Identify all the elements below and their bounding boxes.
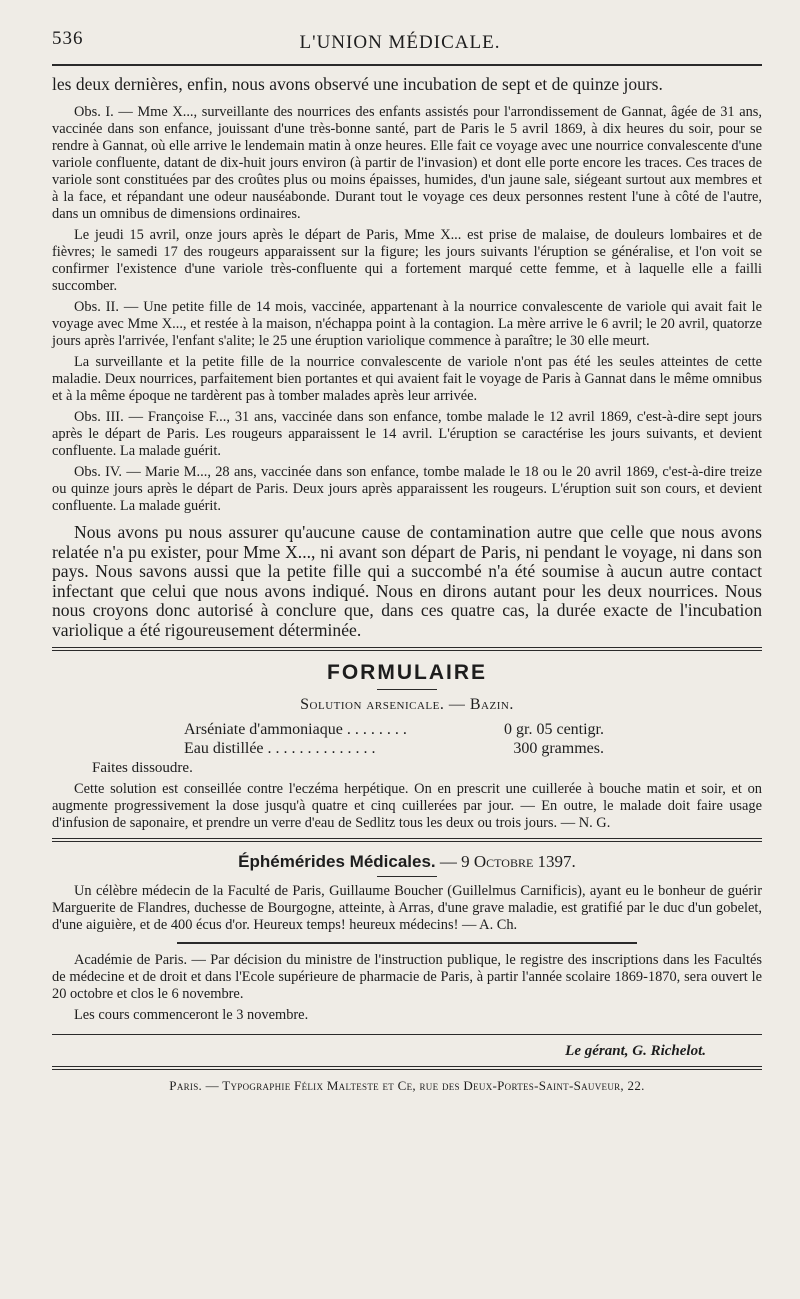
ephemerides-title — [52, 852, 762, 872]
ingredient-name: Arséniate d'ammoniaque — [184, 720, 343, 738]
ephemerides-heading: Éphémérides Médicales. — [238, 851, 436, 871]
footer-rule — [52, 1034, 762, 1035]
observation-4: Obs. IV. — Marie M..., 28 ans, vaccinée dans son enfance, tombe malade le 18 ou le 20 avril 1869, c'est-à-dire treize ou quinze jours après le départ de Paris. Deux jours après apparaissent les rougeurs. L'éruption suit son cours, et devient confluente. La malade guérit. — [52, 464, 762, 514]
ingredient-dots: . . . . . . . . . . . . . . — [267, 739, 376, 757]
lead-paragraph: les deux dernières, enfin, nous avons observé une incubation de sept et de quinze jours. — [52, 74, 663, 94]
imprint: Paris. — Typographie Félix Malteste et Ce, rue des Deux-Portes-Saint-Sauveur, 22. — [169, 1077, 645, 1093]
ingredient-name: Eau distillée — [184, 739, 264, 757]
signature-text: Le gérant, G. Richelot. — [565, 1042, 706, 1059]
ingredient-dots: . . . . . . . . — [346, 720, 407, 738]
imprint-divider — [52, 1066, 762, 1070]
academie-notice: Académie de Paris. — Par décision du ministre de l'instruction publique, le registre des inscriptions dans les Facultés de médecine et de droit et dans l'Ecole supérieure de pharmacie de Paris, à partir l'année scolaire 1869-1870, sera ouvert le 20 octobre et clos le 6 novembre. — [52, 951, 762, 1002]
page-header — [52, 28, 762, 58]
journal-title: L'UNION MÉDICALE. — [299, 32, 501, 53]
news-rule — [177, 942, 637, 944]
ingredient-row — [184, 739, 604, 758]
formulaire-advice: Cette solution est conseillée contre l'eczéma herpétique. On en prescrit une cuillerée à bouche matin et soir, et on augmente progressivement la dose jusqu'à quatre et cinq cuillerées par jour. — En outre, le malade doit faire usage d'infusion de saponaire, et prendre un verre d'eau de Sedlitz tous les deux ou trois jours. — N. G. — [52, 780, 762, 831]
ephemerides-text: Un célèbre médecin de la Faculté de Paris, Guillaume Boucher (Guillelmus Carnificis), ayant eu le bonheur de guérir Marguerite de Flandres, duchesse de Bourgogne, atteinte, à Arras, d'une grave maladie, est gratifié par le duc d'un gobelet, d'une aiguière, et de 400 écus d'or. Heureux temps! heureux médecins! — A. Ch. — [52, 882, 762, 933]
recipe-title: Solution arsenicale. — Bazin. — [300, 695, 514, 713]
ingredient-quantity: 300 grammes. — [513, 739, 604, 757]
section-divider — [52, 647, 762, 651]
dissolve-instruction: Faites dissoudre. — [92, 759, 193, 776]
observation-2-continued: La surveillante et la petite fille de la nourrice convalescente de variole n'ont pas été les seules atteintes de cette maladie. Deux nourrices, parfaitement bien portantes et qui avaient fait le voyage de Paris à Gannat dans le même omnibus et à la même époque ne tardèrent pas à tomber malades après leur arrivée. — [52, 354, 762, 404]
ephemerides-date: — 9 Octobre 1397. — [439, 851, 576, 871]
formulaire-title: FORMULAIRE — [327, 660, 487, 684]
courses-notice: Les cours commenceront le 3 novembre. — [74, 1006, 309, 1023]
ephemerides-rule — [377, 876, 437, 877]
page-number: 536 — [52, 28, 84, 49]
section-divider — [52, 838, 762, 842]
recipe-ingredients — [184, 720, 604, 758]
ingredient-quantity: 0 gr. 05 centigr. — [504, 720, 604, 738]
ingredient-row — [184, 720, 604, 739]
conclusion-paragraph: Nous avons pu nous assurer qu'aucune cause de contamination autre que celle que nous avons relatée n'a pu exister, pour Mme X..., ni avant son départ de Paris, ni pendant le voyage, ni dans son pays. Nous savons aussi que la petite fille qui a succombé n'a été soumise à aucun autre contact infectant que celui que nous avons indiqué. Nous en dirons autant pour les deux nourrices. Nous nous croyons donc autorisé à conclure que, dans ces quatre cas, la durée exacte de l'incubation variolique a été rigoureusement déterminée. — [52, 522, 762, 640]
observation-2: Obs. II. — Une petite fille de 14 mois, vaccinée, appartenant à la nourrice convalescente de variole qui avait fait le voyage avec Mme X..., et restée à la maison, n'échappa point à la contagion. La mère arrive le 6 avril; le 20 avril, quatorze jours après l'arrivée, l'enfant s'alite; le 25 une éruption variolique commence à paraître; le 30 elle meurt. — [52, 299, 762, 349]
observation-3: Obs. III. — Françoise F..., 31 ans, vaccinée dans son enfance, tombe malade le 12 avril 1869, c'est-à-dire sept jours après le départ de Paris. Les rougeurs apparaissent le 14 avril. L'éruption se caractérise les jours suivants, et devient confluente. La malade guérit. — [52, 409, 762, 459]
observation-1: Obs. I. — Mme X..., surveillante des nourrices des enfants assistés pour l'arrondissement de Gannat, âgée de 31 ans, vaccinée dans son enfance, jouissant d'une très-bonne santé, part de Paris le 5 avril 1869, à dix heures du soir, pour se rendre à Gannat, où elle arrive le lendemain matin à onze heures. Elle fait ce voyage avec une nourrice convalescente d'une variole confluente, datant de dix-huit jours environ (à partir de l'invasion) et dont elle porte encore les traces. Ces traces de variole sont constituées par des croûtes plus ou moins épaisses, humides, d'un jaune sale, siégeant surtout aux membres et à la face, et répandant une odeur nauséabonde. Durant tout le voyage ces deux personnes restent l'une à côté de l'autre, dans un omnibus de dimensions ordinaires. — [52, 104, 762, 222]
formulaire-rule — [377, 689, 437, 690]
header-rule — [52, 64, 762, 66]
signature — [52, 1043, 706, 1060]
observation-1-continued: Le jeudi 15 avril, onze jours après le départ de Paris, Mme X... est prise de malaise, de douleurs lombaires et de fièvres; le samedi 17 des rougeurs apparaissent sur la figure; les jours suivants l'éruption se généralise, et l'on voit se confirmer l'existence d'une variole très-confluente qui a fortement marqué cette femme, et à laquelle elle a failli succomber. — [52, 227, 762, 294]
